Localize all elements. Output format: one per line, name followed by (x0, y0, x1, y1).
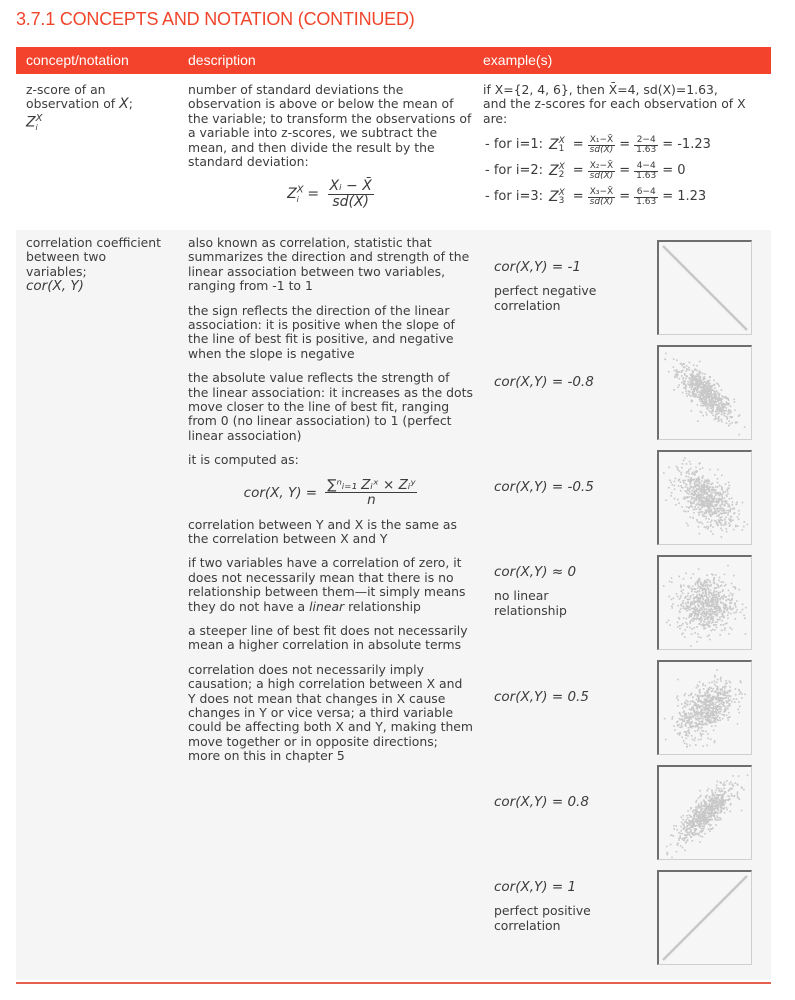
table-row-zscore (16, 74, 771, 230)
fraction (588, 162, 616, 181)
paragraph-text: relationship (344, 598, 421, 614)
correlation-value: cor(X,Y) = 0.8 (494, 794, 589, 810)
correlation-example-label (494, 795, 644, 819)
correlation-value: cor(X,Y) = -0.5 (494, 479, 594, 495)
example-zscore (483, 83, 768, 210)
result: = -1.23 (662, 137, 711, 153)
concept-line (26, 97, 176, 111)
correlation-note: no linear relationship (494, 588, 567, 618)
zscore-formula (188, 179, 473, 209)
fraction-denominator: 1.63 (636, 170, 657, 181)
header-concept: concept/notation (26, 52, 129, 68)
formula-denominator: n (367, 492, 376, 509)
fraction (634, 136, 658, 155)
description-paragraph: the sign reflects the direction of the linear association: it is positive when the slope of the line of best fit is positive, and negative when the slope is negative (188, 302, 455, 361)
example-intro-line: and the z-scores for each observation of X (483, 96, 746, 112)
symbol-sup: X (35, 112, 43, 124)
formula-numerator: ∑ⁿᵢ₌₁ Zᵢˣ × Zᵢʸ (327, 476, 416, 493)
zscore-example-list (483, 132, 768, 210)
scatter-plot (657, 765, 752, 860)
concept-line: z-score of an (26, 82, 106, 97)
concept-line: variables; (26, 263, 87, 279)
correlation-example-label (494, 880, 644, 933)
concept-line: between two (26, 249, 107, 265)
correlation-value: cor(X,Y) = 0.5 (494, 689, 589, 705)
correlation-value: cor(X,Y) = -1 (494, 259, 581, 275)
scatter-plot (657, 555, 752, 650)
description-paragraph (188, 556, 473, 614)
fraction (588, 136, 616, 155)
equals: = (572, 163, 584, 179)
fraction-denominator: 1.63 (636, 144, 657, 155)
fraction (634, 162, 658, 181)
var-x: X (119, 96, 129, 113)
z-sub: 3 (558, 196, 565, 207)
z-sup: X (558, 188, 565, 199)
equals: = (619, 137, 631, 153)
example-intro-line: if X={2, 4, 6}, then X̄=4, sd(X)=1.63, (483, 82, 718, 97)
zscore-example-item (483, 132, 768, 158)
z-symbol: Z (549, 163, 559, 180)
correlation-value: cor(X,Y) = 1 (494, 879, 577, 895)
separator: ; (128, 96, 133, 112)
z-sup: X (558, 136, 565, 147)
description-text: number of standard deviations the observation is above or below the mean of the variable; to transform the observations of a variable into z-scores, we subtract the mean, and then divide the result by the standard deviation: (188, 82, 472, 170)
fraction (588, 188, 616, 207)
fraction (634, 188, 658, 207)
correlation-symbol: cor(X, Y) (26, 278, 84, 295)
fraction-numerator: 6−4 (634, 188, 658, 198)
fraction-denominator: 1.63 (636, 196, 657, 207)
fraction-numerator: X₃−X̄ (588, 188, 616, 198)
zscore-symbol (26, 112, 176, 136)
description-zscore (188, 83, 473, 209)
formula-eq: = (307, 186, 320, 203)
example-label: - for i=3: (485, 189, 543, 205)
header-description: description (188, 52, 256, 68)
fraction-numerator: X₂−X̄ (588, 162, 616, 172)
header-examples: example(s) (483, 52, 553, 68)
formula-numerator: Xᵢ − X̄ (329, 178, 372, 195)
correlation-value: cor(X,Y) ≈ 0 (494, 564, 577, 580)
scatter-plot (657, 660, 752, 755)
result: = 0 (662, 163, 686, 179)
description-paragraph: correlation does not necessarily imply causation; a high correlation between X and Y does not mean that changes in X cause changes in Y or vice versa; a third variable could be affecting both X and Y, making them move together or in opposite directions; more on this in chapter 5 (188, 661, 474, 764)
correlation-note: perfect positive correlation (494, 903, 591, 933)
correlation-example-label (494, 375, 644, 399)
description-paragraph: correlation between Y and X is the same as the correlation between X and Y (188, 516, 457, 546)
fraction-denominator: sd(X) (589, 144, 614, 155)
correlation-example-label (494, 480, 644, 504)
paragraph-text: if two variables have a correlation of zero, it does not necessarily mean that there is no relationship between them—it simply means they do not have a (188, 555, 466, 614)
concept-line: correlation coefficient (26, 235, 162, 250)
description-paragraph: a steeper line of best fit does not necessarily mean a higher correlation in absolute terms (188, 622, 468, 653)
formula-lhs: Z (287, 186, 297, 203)
formula-fraction (325, 478, 417, 508)
equals: = (572, 189, 584, 205)
formula-sup: X (296, 184, 304, 196)
section-title: 3.7.1 CONCEPTS AND NOTATION (CONTINUED) (16, 9, 415, 29)
formula-fraction (328, 179, 374, 209)
description-paragraph: it is computed as: (188, 452, 299, 468)
bottom-rule (16, 982, 771, 984)
formula-lhs: cor(X, Y) = (243, 484, 318, 501)
table-header (16, 47, 771, 74)
symbol-z: Z (26, 114, 36, 131)
fraction-numerator: 4−4 (634, 162, 658, 172)
correlation-example-label (494, 260, 644, 313)
formula-sub: i (296, 195, 299, 205)
example-intro-line: are: (483, 110, 508, 126)
correlation-example-label (494, 565, 644, 618)
equals: = (619, 163, 631, 179)
formula-denominator: sd(X) (332, 193, 370, 210)
scatter-plot (657, 870, 752, 965)
description-paragraph: also known as correlation, statistic that summarizes the direction and strength of the linear association between two variables, ranging from -1 to 1 (188, 235, 470, 294)
fraction-numerator: X₁−X̄ (588, 136, 616, 146)
z-indices (559, 137, 565, 153)
example-label: - for i=1: (485, 137, 543, 153)
z-indices (559, 163, 565, 179)
fraction-denominator: sd(X) (589, 170, 614, 181)
z-sup: X (558, 162, 565, 173)
equals: = (572, 137, 584, 153)
scatter-plot (657, 345, 752, 440)
z-symbol: Z (549, 189, 559, 206)
equals: = (619, 189, 631, 205)
correlation-formula (188, 478, 473, 508)
emphasis-linear: linear (309, 598, 345, 614)
description-paragraph: the absolute value reflects the strength of the linear association: it increases as the dots move closer to the line of best fit, ranging from 0 (no linear association) to 1 (perfect linear association) (188, 370, 473, 443)
description-correlation (188, 236, 473, 774)
concept-correlation (26, 236, 181, 294)
scatter-plot (657, 450, 752, 545)
concept-zscore (26, 83, 176, 136)
correlation-example-label (494, 690, 644, 714)
symbol-sub: i (35, 123, 38, 133)
z-indices (559, 189, 565, 205)
correlation-note: perfect negative correlation (494, 283, 597, 313)
concepts-table (16, 47, 771, 933)
z-sub: 1 (558, 144, 565, 155)
z-symbol: Z (549, 137, 559, 154)
scatter-plot (657, 240, 752, 335)
fraction-denominator: sd(X) (589, 196, 614, 207)
zscore-example-item (483, 184, 768, 210)
table-row-correlation (16, 230, 771, 980)
concept-text: observation of (26, 96, 120, 112)
example-label: - for i=2: (485, 163, 543, 179)
z-sub: 2 (558, 170, 565, 181)
zscore-example-item (483, 158, 768, 184)
result: = 1.23 (662, 189, 707, 205)
correlation-value: cor(X,Y) = -0.8 (494, 374, 594, 390)
fraction-numerator: 2−4 (634, 136, 658, 146)
